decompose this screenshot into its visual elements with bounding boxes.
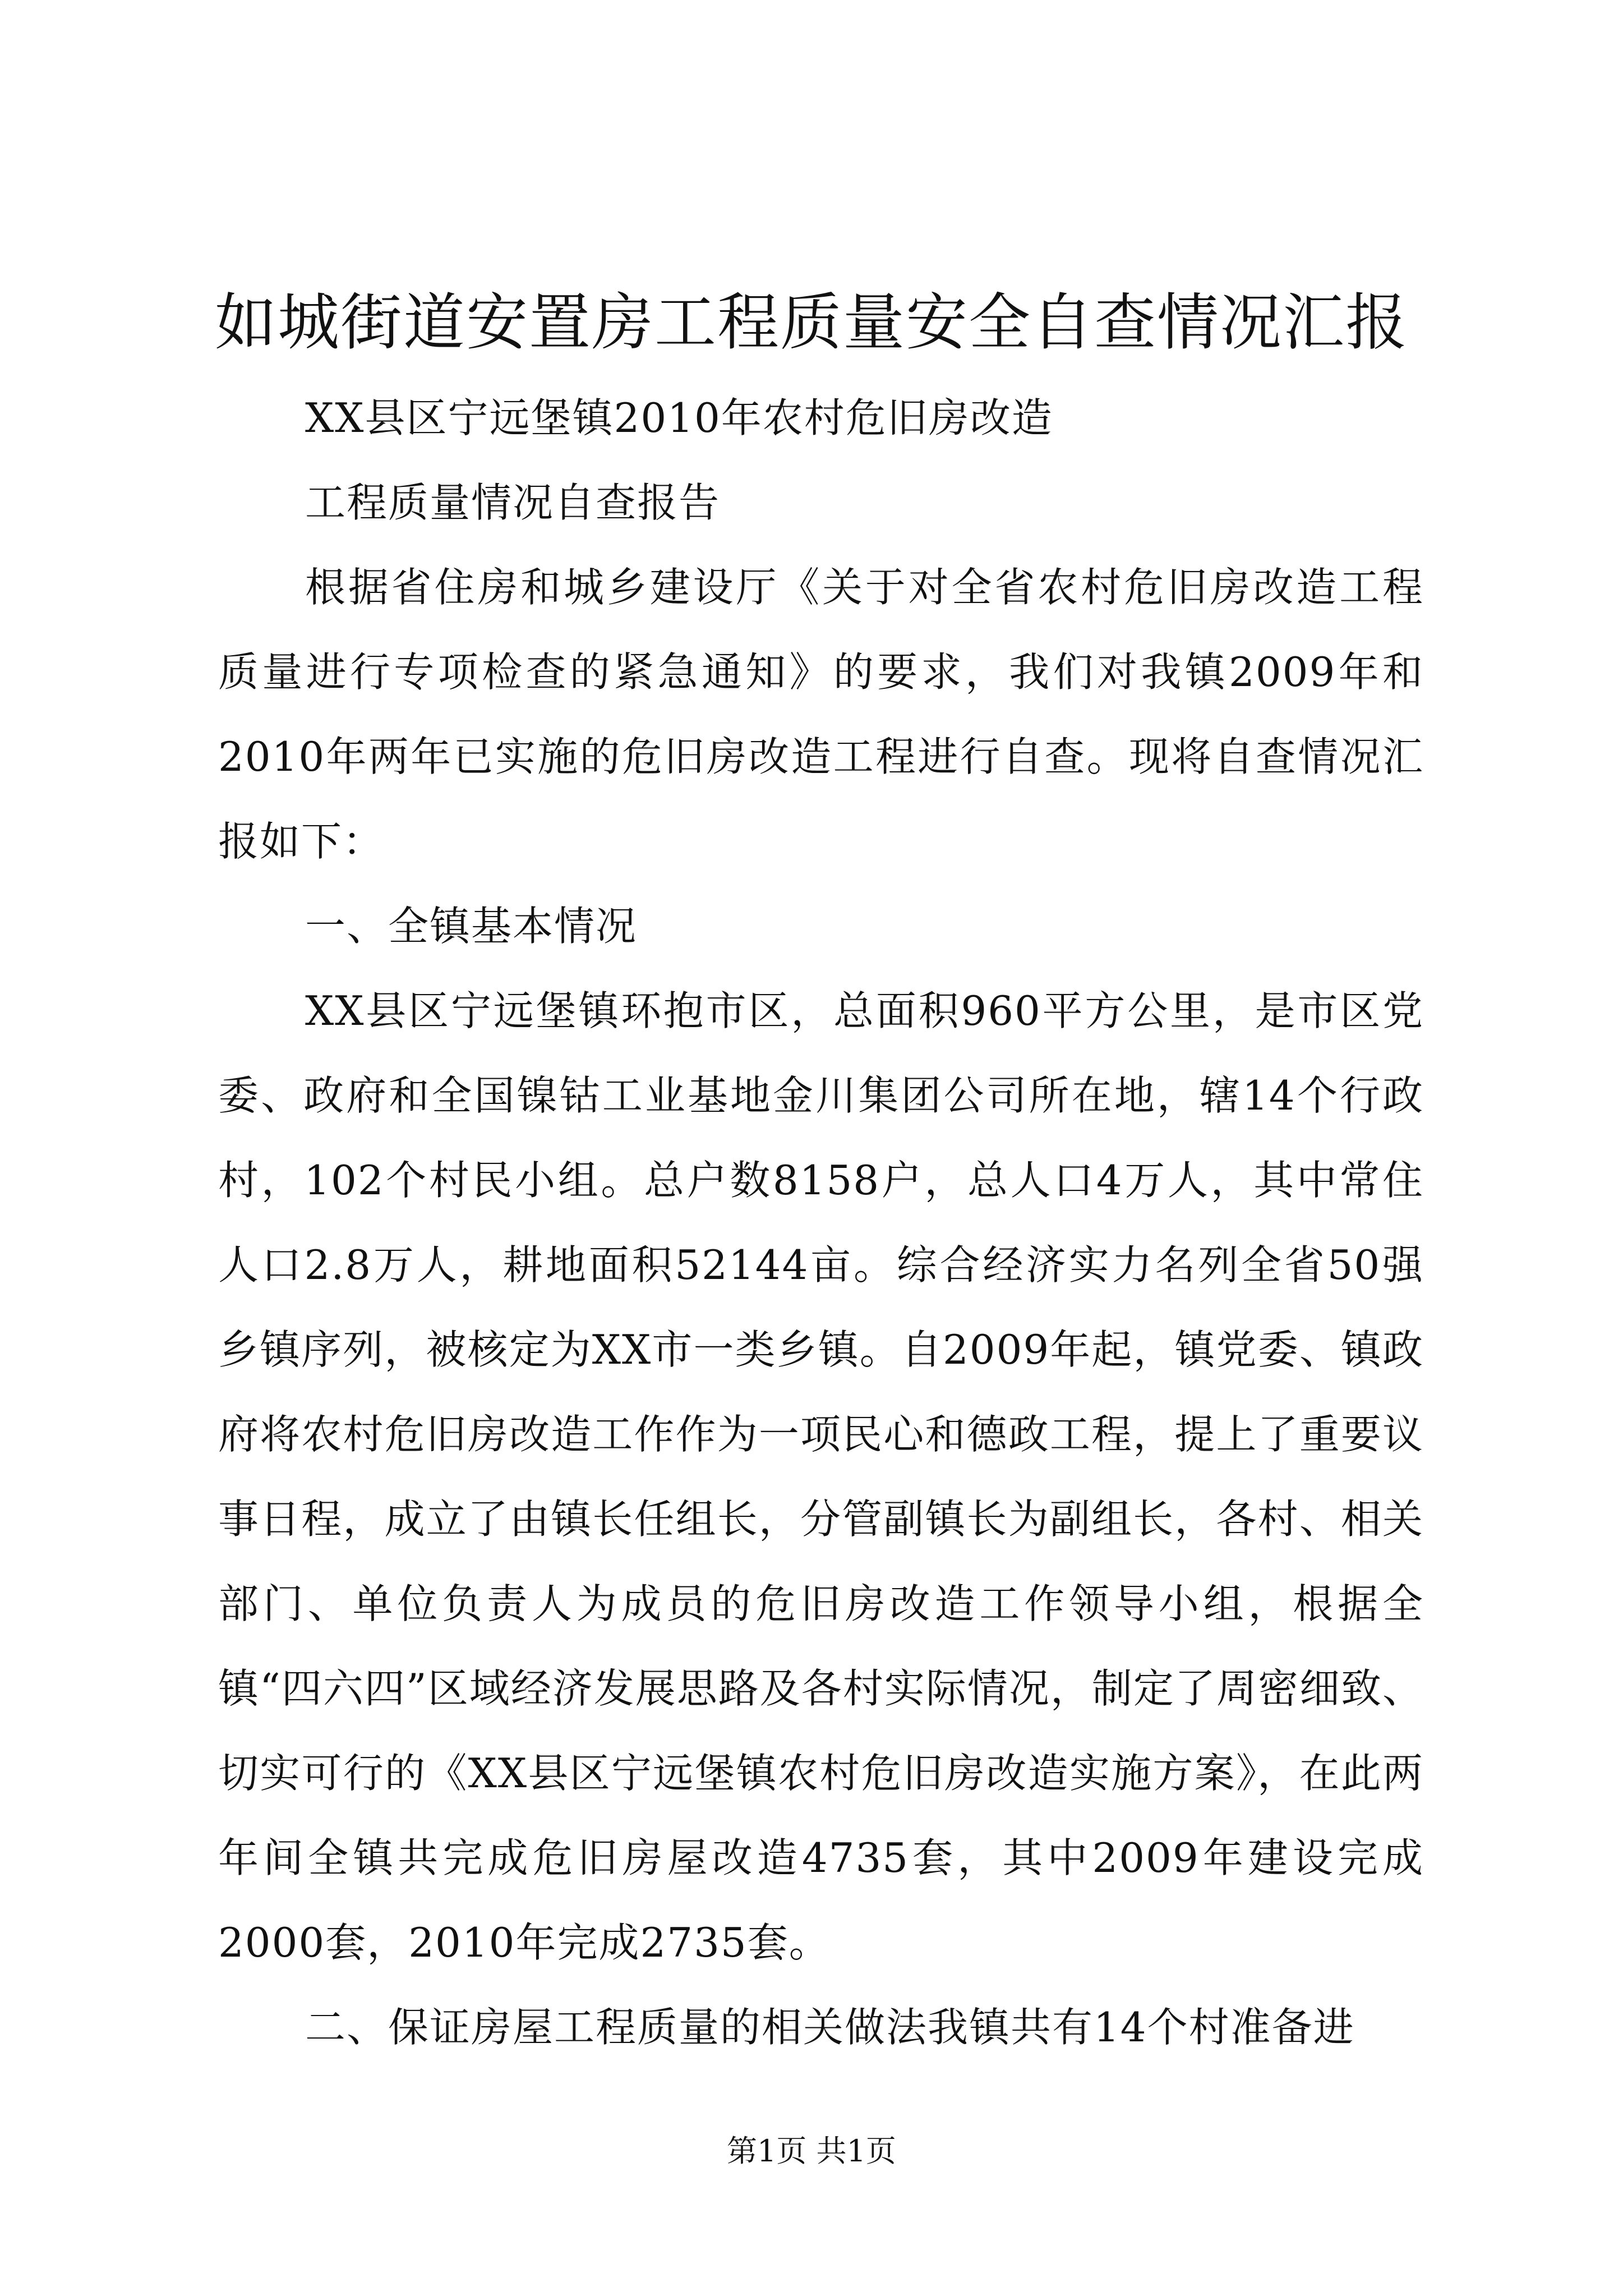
- section-heading-1: 一、全镇基本情况: [305, 903, 638, 950]
- paragraph-subtitle-line-2: 工程质量情况自查报告: [305, 479, 721, 526]
- document-title: 如城街道安置房工程质量安全自查情况汇报: [215, 287, 1408, 358]
- page-footer: 第1页 共1页: [727, 2133, 896, 2169]
- section-heading-2: 二、保证房屋工程质量的相关做法我镇共有14个村准备进: [305, 2004, 1355, 2051]
- document-body: [218, 376, 1424, 2070]
- paragraph-subtitle-line-1: XX县区宁远堡镇2010年农村危旧房改造: [305, 394, 1053, 441]
- paragraph-intro: 根据省住房和城乡建设厅《关于对全省农村危旧房改造工程质量进行专项检查的紧急通知》的要求，我们对我镇2009年和2010年两年已实施的危旧房改造工程进行自查。现将自查情况汇报如下：: [218, 564, 1424, 865]
- paragraph-basic-situation: XX县区宁远堡镇环抱市区，总面积960平方公里，是市区党委、政府和全国镍钴工业基地金川集团公司所在地，辖14个行政村，102个村民小组。总户数8158户，总人口4万人，其中常住人口2.8万人，耕地面积52144亩。综合经济实力名列全省50强乡镇序列，被核定为XX市一类乡镇。自2009年起，镇党委、镇政府将农村危旧房改造工作作为一项民心和德政工程，提上了重要议事日程，成立了由镇长任组长，分管副镇长为副组长，各村、相关部门、单位负责人为成员的危旧房改造工作领导小组，根据全镇“四六四”区域经济发展思路及各村实际情况，制定了周密细致、切实可行的《XX县区宁远堡镇农村危旧房改造实施方案》，在此两年间全镇共完成危旧房屋改造4735套，其中2009年建设完成2000套，2010年完成2735套。: [218, 987, 1424, 1966]
